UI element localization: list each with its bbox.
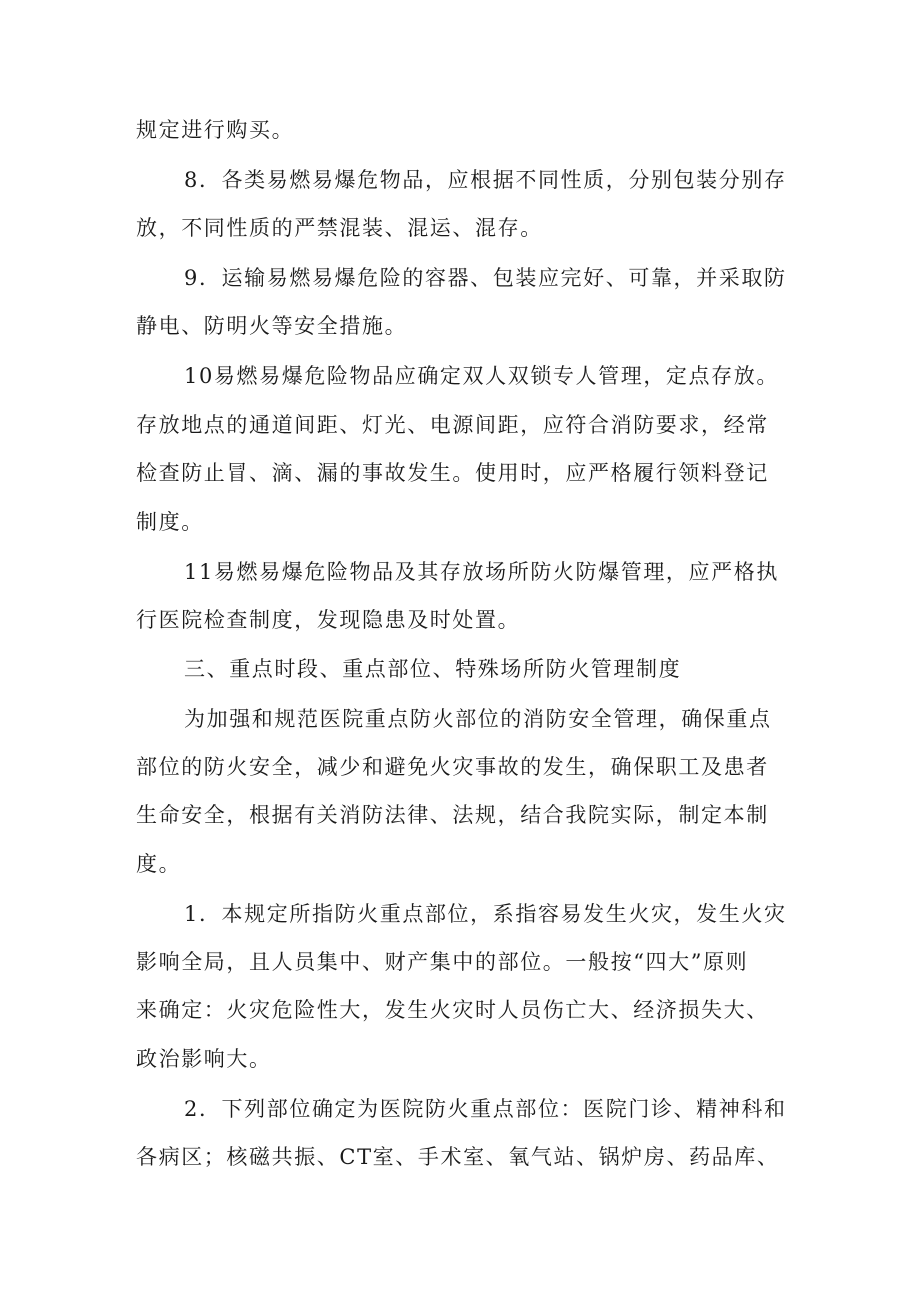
text-line: 9．运输易燃易爆危险的容器、包装应完好、可靠，并采取防: [184, 266, 787, 290]
text-line: 1．本规定所指防火重点部位，系指容易发生火灾，发生火灾: [184, 902, 787, 926]
text-line: 检查防止冒、滴、漏的事故发生。使用时，应严格履行领料登记: [136, 461, 769, 485]
section-heading: 三、重点时段、重点部位、特殊场所防火管理制度: [184, 657, 682, 681]
text-line: 2．下列部位确定为医院防火重点部位：医院门诊、精神科和: [184, 1097, 787, 1121]
text-line: 生命安全，根据有关消防法律、法规，结合我院实际，制定本制: [136, 803, 769, 827]
text-line: 为加强和规范医院重点防火部位的消防安全管理，确保重点: [184, 707, 772, 731]
text-line: 来确定：火灾危险性大，发生火灾时人员伤亡大、经济损失大、: [136, 998, 769, 1022]
text-line: 放，不同性质的严禁混装、混运、混存。: [136, 216, 543, 240]
text-line: 制度。: [136, 510, 204, 534]
text-line: 8．各类易燃易爆危物品，应根据不同性质，分别包装分别存: [184, 168, 787, 192]
text-line: 规定进行购买。: [136, 118, 295, 142]
text-line: 11易燃易爆危险物品及其存放场所防火防爆管理，应严格执: [184, 560, 779, 584]
text-line: 各病区；核磁共振、CT室、手术室、氧气站、锅炉房、药品库、: [136, 1145, 780, 1169]
text-line: 影响全局，且人员集中、财产集中的部位。一般按“四大”原则: [136, 950, 749, 974]
text-line: 静电、防明火等安全措施。: [136, 314, 408, 338]
text-line: 政治影响大。: [136, 1047, 272, 1071]
text-line: 10易燃易爆危险物品应确定双人双锁专人管理，定点存放。: [184, 364, 779, 388]
text-line: 存放地点的通道间距、灯光、电源间距，应符合消防要求，经常: [136, 413, 769, 437]
text-line: 部位的防火安全，减少和避免火灾事故的发生，确保职工及患者: [136, 755, 769, 779]
text-line: 度。: [136, 852, 182, 876]
text-line: 行医院检查制度，发现隐患及时处置。: [136, 608, 521, 632]
